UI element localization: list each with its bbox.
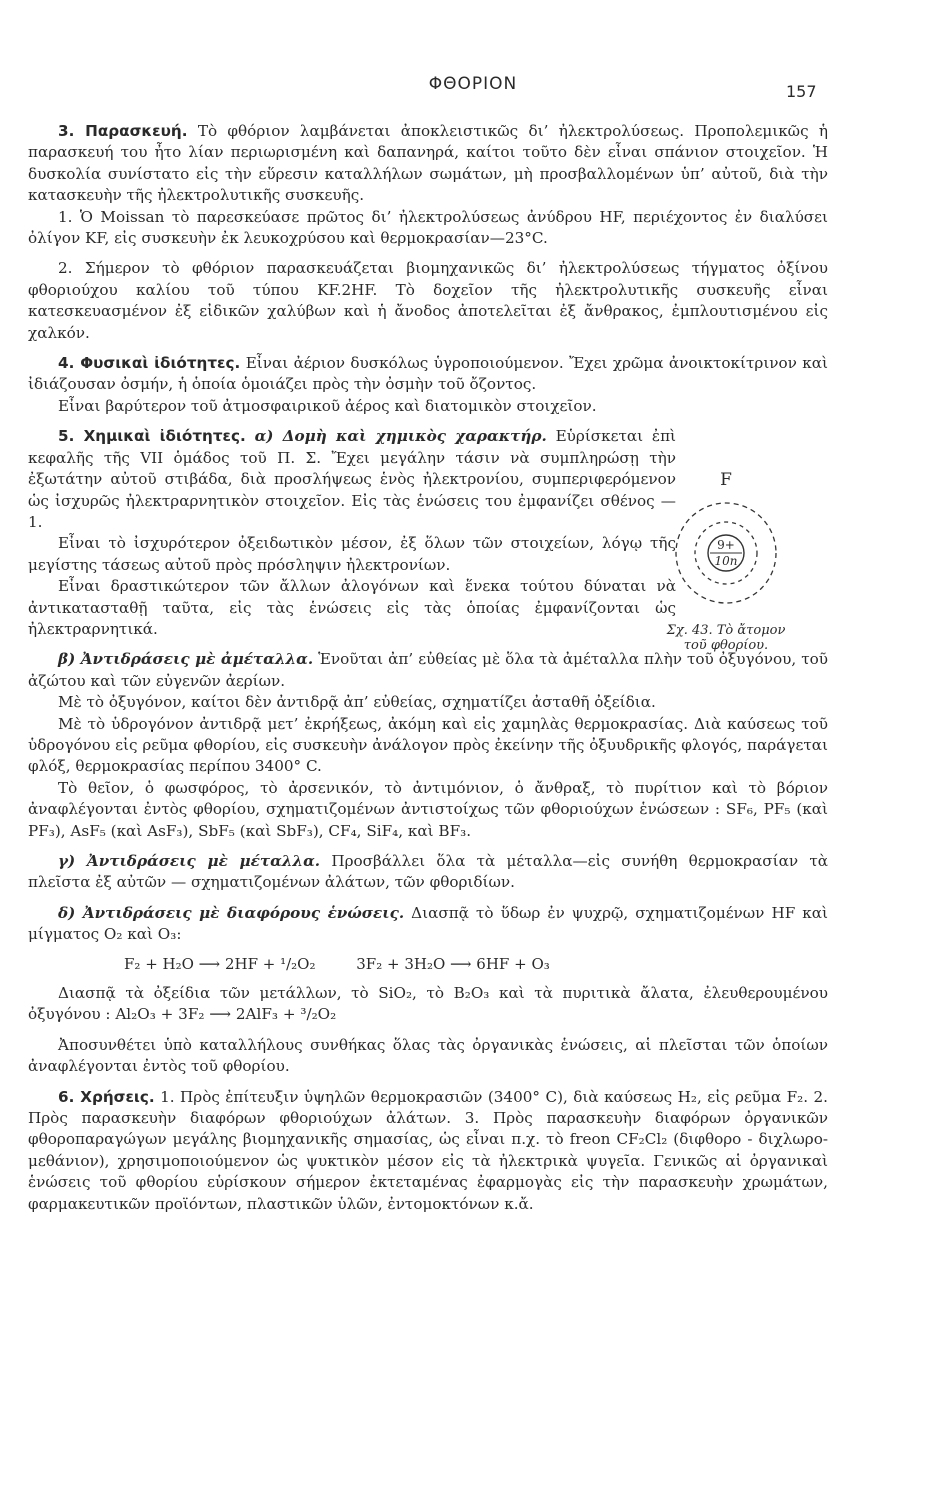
oxygen-paragraph: Μὲ τὸ ὀξυγόνον, καίτοι δὲν ἀντιδρᾷ ἀπ’ εὐθείας, σχηματίζει ἀσταθῆ ὀξείδια.	[58, 693, 656, 712]
subsection-d-paragraph	[28, 903, 828, 946]
nucleus-protons: 9+	[717, 538, 735, 552]
section-3-paragraph	[28, 121, 828, 207]
subsection-d-heading: δ) Ἀντιδράσεις μὲ διαφόρους ἑνώσεις.	[58, 903, 405, 922]
subsection-d-text: Διασπᾷ τὸ ὕδωρ ἐν ψυχρῷ, σχηματιζομένων HF καὶ μίγματος O₂ καὶ O₃:	[28, 903, 828, 944]
section-6-paragraph	[28, 1087, 828, 1215]
page-body	[28, 121, 828, 1215]
section-5-wrap	[28, 426, 676, 640]
subsection-b-text: Ἑνοῦται ἀπ’ εὐθείας μὲ ὅλα τὰ ἀμέταλλα πλὴν τοῦ ὀξυγόνου, τοῦ ἀζώτου καὶ τῶν εὐγενῶν ἀερίων.	[28, 650, 828, 690]
section-3-industrial: 2. Σήμερον τὸ φθόριον παρασκευάζεται βιομηχανικῶς δι’ ἠλεκτρολύσεως τήγματος ὀξίνου φθοριούχου καλίου τοῦ τύπου KF.2HF. Τὸ δοχεῖον τῆς ἠλεκτρολυτικῆς συσκευῆς εἶναι κατεσκευασμένον ἐξ εἰδικῶν χαλύβων καὶ ἡ ἄνοδος ἀποτελεῖται ἐξ ἄνθρακος, ἐμπλουτισμένου εἰς χαλκόν.	[28, 259, 828, 342]
subsection-b-paragraph	[28, 649, 828, 692]
section-6-text: 1. Πρὸς ἐπίτευξιν ὑψηλῶν θερμοκρασιῶν (3400° C), διὰ καύσεως H₂, εἰς ρεῦμα F₂. 2. Πρὸς παρασκευὴν διαφόρων φθοριούχων ἀλάτων. 3. Πρὸς παρασκευὴν διαφόρων ὀργανικῶν φθοροπαραγώγων μεγάλης βιομηχανικῆς σημασίας, ὡς εἶναι π.χ. τὸ freon CF₂Cl₂ (διφθορο - διχλωρο-μεθάνιον), χρησιμοποιούμενον ὡς ψυκτικὸν μέσον εἰς τὰ ἠλεκτρικὰ ψυγεῖα. Γενικῶς αἱ ὀργανικαὶ ἑνώσεις τοῦ φθορίου εὑρίσκουν σήμερον ἐκτεταμένας ἐφαρμογὰς εἰς τὴν παρασκευὴν χρωμάτων, φαρμακευτικῶν προϊόντων, πλαστικῶν ὑλῶν, ἐντομοκτόνων κ.ἄ.	[28, 1087, 828, 1213]
equation-1: F₂ + H₂O ⟶ 2HF + ¹/₂O₂	[124, 954, 316, 973]
section-3-heading: 3. Παρασκευή.	[58, 122, 188, 140]
section-4-heading: 4. Φυσικαὶ ἰδιότητες.	[58, 354, 241, 373]
section-4-density: Εἶναι βαρύτερον τοῦ ἀτμοσφαιρικοῦ ἀέρος καὶ διατομικὸν στοιχεῖον.	[58, 396, 597, 415]
section-5-oxidizer: Εἶναι τὸ ἰσχυρότερον ὀξειδωτικὸν μέσον, ἐξ ὅλων τῶν στοιχείων, λόγῳ τῆς μεγίστης τάσεως αὐτοῦ πρὸς πρόσληψιν ἠλεκτρονίων.	[28, 534, 676, 574]
section-5-structure-text: Εὑρίσκεται ἐπὶ κεφαλῆς τῆς VII ὁμάδος τοῦ Π. Σ. Ἔχει μεγάλην τάσιν νὰ συμπληρώσῃ τὴν ἐξωτάτην αὐτοῦ στιβάδα, διὰ προσλήψεως ἑνὸς ἠλεκτρονίου, συμπεριφερόμενον ὡς ἰσχυρῶς ἠλεκτραρνητικὸν στοιχεῖον. Εἰς τὰς ἑνώσεις του ἐμφανίζει σθένος —1.	[28, 427, 677, 531]
caption-line-2: τοῦ φθορίου.	[683, 638, 769, 653]
page-number: 157	[786, 82, 817, 101]
section-5-reactivity: Εἶναι δραστικώτερον τῶν ἄλλων ἀλογόνων καὶ ἕνεκα τούτου δύναται νὰ ἀντικατασταθῇ ταῦτα, εἰς τὰς ἑνώσεις εἰς τὰς ὁποίας ἐμφανίζονται ὡς ἠλεκτραρνητικά.	[28, 577, 676, 638]
section-3-text: Τὸ φθόριον λαμβάνεται ἀποκλειστικῶς δι’ ἠλεκτρολύσεως. Προπολεμικῶς ἡ παρασκευή του ἦτο λίαν περιωρισμένη καὶ δαπανηρά, καίτοι τοῦτο δὲν εἶναι σπάνιον στοιχεῖον. Ἡ δυσκολία συνίστατο εἰς τὴν εὕρεσιν καταλλήλων σωμάτων, μὴ προσβαλλομένων ὑπ’ αὐτοῦ, διὰ τὴν κατασκευὴν τῆς ἠλεκτρολυτικῆς συσκευῆς.	[28, 122, 828, 205]
section-4-text: Εἶναι ἀέριον δυσκόλως ὑγροποιούμενον. Ἔχει χρῶμα ἀνοικτοκίτρινον καὶ ἰδιάζουσαν ὀσμήν, ἡ ὁποία ὁμοιάζει πρὸς τὴν ὀσμὴν τοῦ ὄζοντος.	[28, 354, 829, 394]
figure-caption	[652, 623, 800, 653]
section-5-structure	[28, 426, 676, 533]
nucleus-neutrons: 10n	[714, 554, 738, 568]
oxides-paragraph	[28, 983, 828, 1026]
water-equations	[124, 954, 828, 975]
atom-diagram	[666, 465, 786, 615]
fluorine-atom-figure	[652, 465, 800, 653]
equation-2: 3F₂ + 3H₂O ⟶ 6HF + O₃	[356, 954, 550, 973]
equation-3: Al₂O₃ + 3F₂ ⟶ 2AlF₃ + ³/₂O₂	[115, 1005, 337, 1024]
organic-paragraph: Ἀποσυνθέτει ὑπὸ καταλλήλους συνθήκας ὅλας τὰς ὀργανικὰς ἑνώσεις, αἱ πλεῖσται τῶν ὁποίων ἀναφλέγονται ἐντὸς τοῦ φθορίου.	[28, 1035, 828, 1076]
hydrogen-paragraph: Μὲ τὸ ὑδρογόνον ἀντιδρᾷ μετ’ ἐκρήξεως, ἀκόμη καὶ εἰς χαμηλὰς θερμοκρασίας. Διὰ καύσεως τοῦ ὑδρογόνου εἰς ρεῦμα φθορίου, εἰς συσκευὴν ἀνάλογον πρὸς ἐκείνην τῆς ὀξυυδρικῆς φλογός, παράγεται φλόξ, θερμοκρασίας περίπου 3400° C.	[28, 714, 828, 776]
subsection-g-heading: γ) Ἀντιδράσεις μὲ μέταλλα.	[58, 852, 321, 870]
caption-line-1: Σχ. 43. Τὸ ἄτομον	[666, 623, 786, 638]
subsection-b-heading: β) Ἀντιδράσεις μὲ ἀμέταλλα.	[58, 650, 314, 669]
running-header: ΦΘΟΡΙΟΝ	[428, 74, 518, 94]
subsection-g-paragraph	[28, 851, 828, 894]
atom-symbol: F	[720, 470, 732, 490]
section-4-paragraph	[28, 353, 828, 396]
subsection-a-heading: α) Δομὴ καὶ χημικὸς χαρακτήρ.	[254, 427, 547, 446]
nonmetals-paragraph: Τὸ θεῖον, ὁ φωσφόρος, τὸ ἀρσενικόν, τὸ ἀντιμόνιον, ὁ ἄνθραξ, τὸ πυρίτιον καὶ τὸ βόριον ἀναφλέγονται ἐντὸς φθορίου, σχηματιζομένων ἀντιστοίχως τῶν φθοριούχων ἑνώσεων : SF₆, PF₅ (καὶ PF₃), AsF₅ (καὶ AsF₃), SbF₅ (καὶ SbF₃), CF₄, SiF₄, καὶ BF₃.	[28, 778, 828, 840]
oxides-text: Διασπᾷ τὰ ὀξείδια τῶν μετάλλων, τὸ SiO₂, τὸ B₂O₃ καὶ τὰ πυριτικὰ ἄλατα, ἐλευθερουμένου ὀξυγόνου :	[28, 984, 828, 1024]
section-6-heading: 6. Χρήσεις.	[58, 1087, 155, 1106]
subsection-g-text: Προσβάλλει ὅλα τὰ μέταλλα—εἰς συνήθη θερμοκρασίαν τὰ πλεῖστα ἐξ αὐτῶν — σχηματιζομένων ἀλάτων, τῶν φθοριδίων.	[28, 852, 829, 892]
section-3-moissan: 1. Ὁ Moissan τὸ παρεσκεύασε πρῶτος δι’ ἠλεκτρολύσεως ἀνύδρου HF, περιέχοντος ἐν διαλύσει ὀλίγον KF, εἰς συσκευὴν ἐκ λευκοχρύσου καὶ θερμοκρασίαν—23°C.	[28, 207, 828, 248]
section-5-heading: 5. Χημικαὶ ἰδιότητες.	[58, 427, 246, 446]
